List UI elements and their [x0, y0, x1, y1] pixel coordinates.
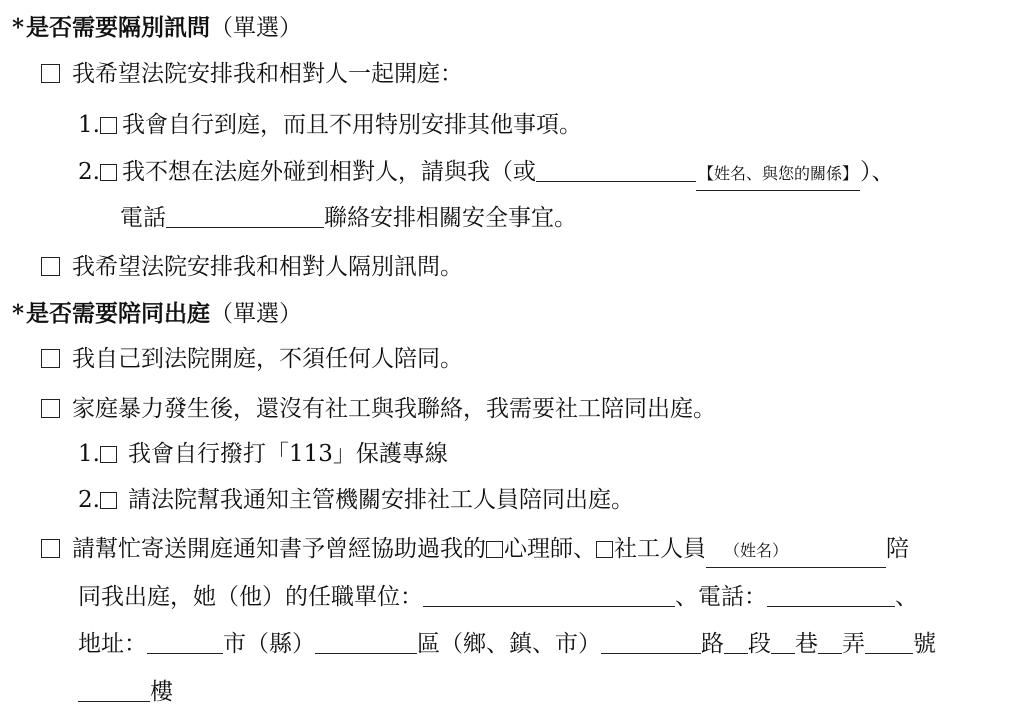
road-label: 路: [701, 631, 724, 657]
checkbox-court-notify[interactable]: [100, 492, 117, 509]
checkbox-alone[interactable]: [41, 349, 60, 368]
court-notify-label: 請法院幫我通知主管機關安排社工人員陪同出庭。: [127, 487, 634, 513]
district-field[interactable]: [315, 631, 417, 654]
single-choice-note: （單選）: [210, 301, 303, 327]
checkbox-notice[interactable]: [41, 539, 60, 558]
option-social-worker: [38, 393, 716, 425]
option-together-sub2-cont: [120, 202, 577, 234]
checkbox-together[interactable]: [41, 64, 60, 83]
contact-phone-field[interactable]: [166, 205, 324, 228]
sub2-number: 2.: [78, 487, 100, 513]
district-label: 區（鄉、鎮、市）: [417, 631, 601, 657]
option-notice: [38, 533, 909, 568]
section-label: 段: [748, 631, 771, 657]
road-field[interactable]: [601, 631, 701, 654]
sub1-number: 1.: [78, 441, 100, 467]
city-field[interactable]: [147, 631, 223, 654]
sub2-cont-label: 聯絡安排相關安全事宜。: [324, 205, 577, 231]
option-together-label: 我希望法院安排我和相對人一起開庭：: [72, 61, 463, 87]
social-staff-label: 社工人員: [614, 536, 706, 562]
contact-relationship-hint: 【姓名、與您的關係】: [696, 158, 860, 191]
line2-suffix: 、: [895, 584, 918, 610]
address-line: [78, 628, 936, 660]
checkbox-avoid-respondent[interactable]: [100, 164, 117, 181]
checkbox-social-worker[interactable]: [41, 399, 60, 418]
notice-suffix: 陪: [886, 536, 909, 562]
checkbox-psychologist[interactable]: [486, 541, 503, 558]
option-alone-label: 我自己到法院開庭，不須任何人陪同。: [72, 346, 463, 372]
sub2-number: 2.: [78, 159, 100, 185]
option-notice-label: 請幫忙寄送開庭通知書予曾經協助過我的: [72, 536, 486, 562]
staff-phone-field[interactable]: [767, 584, 895, 607]
required-asterisk: *: [12, 300, 25, 327]
staff-phone-label: 、電話：: [675, 584, 767, 610]
sub2-label: 我不想在法庭外碰到相對人，請與我（或: [121, 159, 536, 185]
number-field[interactable]: [865, 631, 913, 654]
floor-field[interactable]: [78, 679, 150, 702]
city-label: 市（縣）: [223, 631, 315, 657]
sub1-label: 我會自行到庭，而且不用特別安排其他事項。: [121, 112, 582, 138]
call-113-label: 我會自行撥打「113」保護專線: [127, 441, 448, 467]
option-social-sub1: [78, 438, 448, 470]
option-social-worker-label: 家庭暴力發生後，還沒有社工與我聯絡，我需要社工陪同出庭。: [72, 396, 716, 422]
workplace-field[interactable]: [423, 584, 675, 607]
number-label: 號: [913, 631, 936, 657]
checkbox-call-113[interactable]: [100, 446, 117, 463]
workplace-label: 同我出庭，她（他）的任職單位：: [78, 584, 423, 610]
section-accompany-title: 是否需要陪同出庭: [26, 300, 211, 327]
sub2-suffix: ）、: [859, 159, 895, 185]
option-together: [38, 58, 463, 90]
checkbox-separate[interactable]: [41, 257, 60, 276]
option-alone: [38, 343, 463, 375]
lane-field[interactable]: [771, 631, 795, 654]
checkbox-social-staff[interactable]: [596, 541, 613, 558]
psychologist-label: 心理師、: [504, 536, 596, 562]
section-accompany-heading: [12, 298, 302, 330]
floor-line: [78, 676, 173, 708]
option-together-sub1: [78, 109, 582, 141]
section-field[interactable]: [724, 631, 748, 654]
option-separate-label: 我希望法院安排我和相對人隔別訊問。: [72, 254, 463, 280]
staff-name-field[interactable]: （姓名）: [706, 535, 886, 568]
contact-name-field[interactable]: [536, 159, 696, 182]
alley-label: 弄: [842, 631, 865, 657]
sub1-number: 1.: [78, 112, 100, 138]
option-together-sub2: [78, 156, 894, 191]
single-choice-note: （單選）: [210, 15, 303, 41]
option-notice-line2: [78, 581, 918, 613]
option-social-sub2: [78, 484, 634, 516]
address-label: 地址：: [78, 631, 147, 657]
section-isolation-heading: [12, 12, 302, 44]
section-isolation-title: 是否需要隔別訊問: [26, 14, 211, 41]
required-asterisk: *: [12, 14, 25, 41]
floor-label: 樓: [150, 679, 173, 705]
phone-label: 電話: [120, 205, 166, 231]
alley-field[interactable]: [818, 631, 842, 654]
lane-label: 巷: [795, 631, 818, 657]
option-separate: [38, 251, 463, 283]
checkbox-self-attend[interactable]: [100, 117, 117, 134]
